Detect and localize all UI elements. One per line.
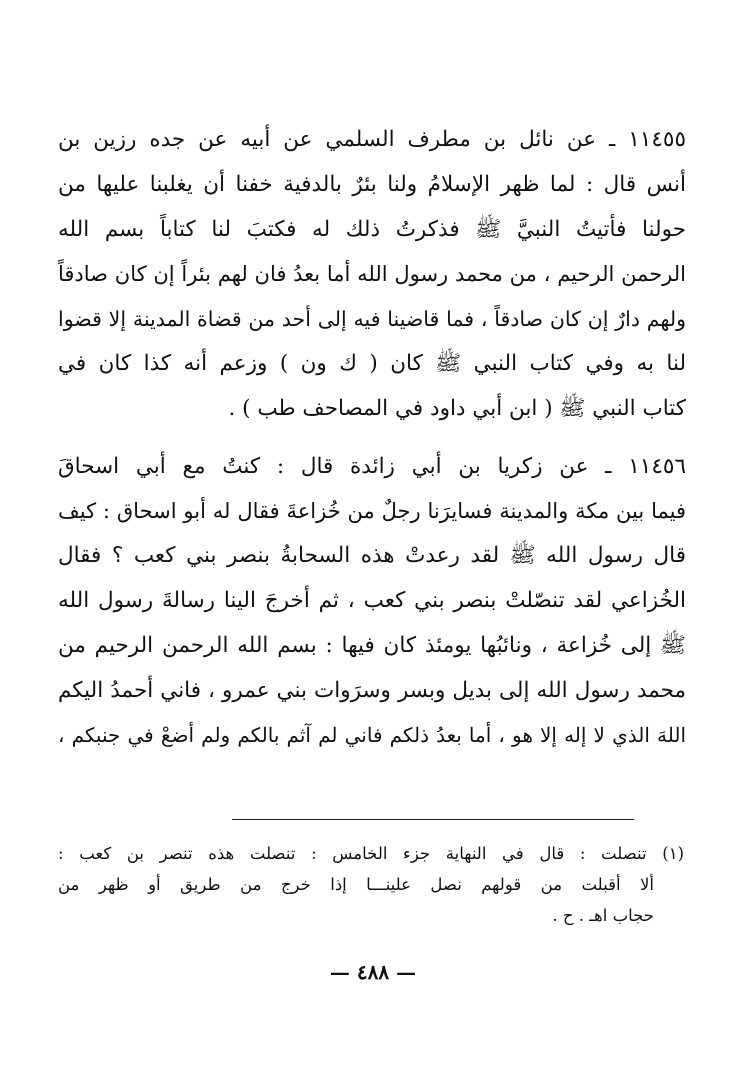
- hadith-11456: [58, 445, 686, 759]
- text-line: الخُزاعي لقد تنصّلتْ بنصر بني كعب ، ثم أخرجَ الينا رسالةَ رسول الله: [58, 587, 686, 613]
- text-line: فيما بين مكة والمدينة فسايرَنا رجلٌ من خُزاعةَ فقال له أبو اسحاق : كيف: [58, 499, 686, 524]
- text-line: محمد رسول الله إلى بديل وبسر وسرَوات بني عمرو ، فاني أحمدُ اليكم: [58, 677, 686, 703]
- hadith-11455: [58, 118, 686, 432]
- text-line: ﷺ إلى خُزاعة ، ونائبُها يومئذ كان فيها : بسم الله الرحمن الرحيم من: [58, 632, 686, 658]
- text-line: ١١٤٥٥ ـ عن نائل بن مطرف السلمي عن أبيه عن جده رزين بن: [58, 127, 686, 152]
- page-number: — ٤٨٨ —: [329, 960, 417, 984]
- text-line: الرحمن الرحيم ، من محمد رسول الله أما بعدُ فان لهم بئراً إن كان صادقاً: [58, 262, 686, 287]
- footnote-line: (١) تنصلت : قال في النهاية جزء الخامس : تنصلت هذه تنصر بن كعب :: [58, 844, 684, 863]
- text-line: أنس قال : لما ظهر الإسلامُ ولنا بئرٌ بالدفية خفنا أن يغلبنا عليها من: [58, 171, 686, 197]
- footnote-divider: [232, 819, 634, 820]
- text-line: قال رسول الله ﷺ لقد رعدتْ هذه السحابةُ بنصر بني كعب ؟ فقال: [58, 543, 686, 569]
- text-line: اللهَ الذي لا إله إلا هو ، أما بعدُ ذلكم فاني لم آثم بالكم ولم أضعْ في جنبكم ،: [58, 723, 687, 748]
- text-line: ولهم دارٌ إن كان صادقاً ، فما قاضينا فيه إلى أحد من قضاة المدينة إلا قضوا: [58, 307, 686, 332]
- footnote-line: ألا أقبلت من قولهم نصل علينـــا إذا خرج من طريق أو ظهر من: [58, 875, 654, 894]
- text-line: حولنا فأتيتُ النبيَّ ﷺ فذكرتُ ذلك له فكتبَ لنا كتاباً بسم الله: [58, 216, 686, 242]
- text-line: ١١٤٥٦ ـ عن زكريا بن أبي زائدة قال : كنتُ مع أبي اسحاقَ: [58, 453, 686, 479]
- main-text: [58, 118, 686, 758]
- footnote: [58, 838, 684, 931]
- footnote-line: حجاب اهـ . ح .: [552, 906, 654, 925]
- text-line: كتاب النبي ﷺ ( ابن أبي داود في المصاحف طب ) .: [228, 395, 686, 421]
- text-line: لنا به وفي كتاب النبي ﷺ كان ( ك ون ) وزعم أنه كذا كان في: [58, 350, 686, 376]
